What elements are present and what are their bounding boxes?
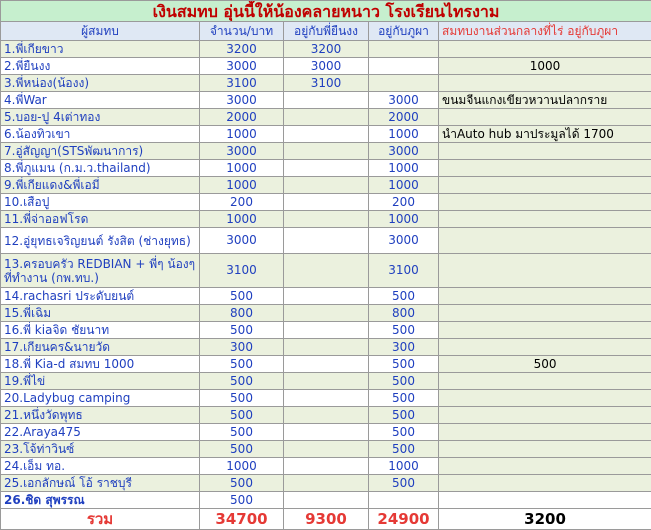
cell-amount[interactable]: 300: [200, 339, 284, 356]
cell-central[interactable]: [439, 160, 651, 177]
table-row: [1, 458, 651, 475]
table-row: [1, 211, 651, 228]
cell-with-nong[interactable]: [284, 305, 369, 322]
cell-amount[interactable]: 3100: [200, 75, 284, 92]
cell-with-nong[interactable]: [284, 126, 369, 143]
table-row: [1, 339, 651, 356]
table-row: [1, 143, 651, 160]
cell-amount[interactable]: 3100: [200, 254, 284, 288]
table-row: [1, 373, 651, 390]
cell-central[interactable]: [439, 254, 651, 288]
title-row: [1, 1, 651, 22]
cell-amount[interactable]: 3000: [200, 143, 284, 160]
table-row: [1, 109, 651, 126]
cell-with-phupha[interactable]: 2000: [369, 109, 439, 126]
table-row: [1, 475, 651, 492]
cell-name[interactable]: 22.Araya475: [1, 424, 200, 441]
table-row: [1, 441, 651, 458]
cell-central[interactable]: [439, 322, 651, 339]
cell-central[interactable]: [439, 390, 651, 407]
table-row: [1, 322, 651, 339]
cell-central[interactable]: [439, 339, 651, 356]
cell-with-phupha[interactable]: 500: [369, 424, 439, 441]
cell-central[interactable]: [439, 305, 651, 322]
sheet-title[interactable]: เงินสมทบ อุ่นนี้ให้น้องคลายหนาว โรงเรียนไทรงาม: [1, 1, 651, 22]
cell-amount[interactable]: 1000: [200, 458, 284, 475]
cell-with-nong[interactable]: [284, 339, 369, 356]
table-row: [1, 254, 651, 288]
header-with-nong[interactable]: อยู่กับพี่ยืนงง: [284, 22, 369, 41]
cell-with-nong[interactable]: [284, 228, 369, 254]
cell-name[interactable]: 3.พี่หน่อง(น้องง): [1, 75, 200, 92]
table-row: [1, 177, 651, 194]
cell-with-nong[interactable]: 3000: [284, 58, 369, 75]
cell-name[interactable]: 18.พี่ Kia-d สมทบ 1000: [1, 356, 200, 373]
cell-with-nong[interactable]: [284, 424, 369, 441]
total-with-phupha[interactable]: 24900: [369, 509, 439, 530]
header-row: [1, 22, 651, 41]
cell-name[interactable]: 10.เสือปู: [1, 194, 200, 211]
cell-amount[interactable]: 800: [200, 305, 284, 322]
cell-amount[interactable]: 3000: [200, 58, 284, 75]
cell-central[interactable]: [439, 288, 651, 305]
cell-central[interactable]: [439, 407, 651, 424]
cell-amount[interactable]: 3000: [200, 228, 284, 254]
cell-amount[interactable]: 500: [200, 288, 284, 305]
cell-name[interactable]: 1.พี่เกียขาว: [1, 41, 200, 58]
cell-with-phupha[interactable]: 3000: [369, 92, 439, 109]
cell-name[interactable]: 14.rachasri ประดับยนต์: [1, 288, 200, 305]
cell-with-phupha[interactable]: 3000: [369, 228, 439, 254]
cell-with-nong[interactable]: [284, 390, 369, 407]
cell-with-phupha[interactable]: 3000: [369, 143, 439, 160]
cell-with-phupha[interactable]: 1000: [369, 126, 439, 143]
cell-name[interactable]: 2.พี่ยืนงง: [1, 58, 200, 75]
cell-with-nong[interactable]: [284, 211, 369, 228]
cell-name[interactable]: 7.อู่สัญญา(STSพัฒนาการ): [1, 143, 200, 160]
cell-central[interactable]: [439, 75, 651, 92]
cell-with-phupha[interactable]: 500: [369, 407, 439, 424]
cell-name[interactable]: 9.พี่เกียแดง&พี่เอมี่: [1, 177, 200, 194]
cell-with-phupha[interactable]: 1000: [369, 160, 439, 177]
cell-with-phupha[interactable]: 500: [369, 322, 439, 339]
total-with-nong[interactable]: 9300: [284, 509, 369, 530]
table-row: [1, 75, 651, 92]
cell-with-phupha[interactable]: [369, 58, 439, 75]
total-row: [1, 509, 651, 530]
cell-central[interactable]: นำAuto hub มาประมูลได้ 1700: [439, 126, 651, 143]
cell-central[interactable]: [439, 475, 651, 492]
cell-name[interactable]: 25.เอกลักษณ์ โอ้ ราชบุรี: [1, 475, 200, 492]
cell-name[interactable]: 8.พี่ภูแมน (ก.ม.ว.thailand): [1, 160, 200, 177]
cell-name[interactable]: 15.พี่เฉิม: [1, 305, 200, 322]
cell-central[interactable]: ขนมจีนแกงเขียวหวานปลากราย: [439, 92, 651, 109]
cell-central[interactable]: [439, 41, 651, 58]
cell-name[interactable]: 24.เอ็ม ทอ.: [1, 458, 200, 475]
cell-amount[interactable]: 1000: [200, 160, 284, 177]
header-amount[interactable]: จำนวน/บาท: [200, 22, 284, 41]
cell-central[interactable]: [439, 194, 651, 211]
cell-amount[interactable]: 500: [200, 390, 284, 407]
cell-central[interactable]: [439, 143, 651, 160]
cell-with-nong[interactable]: [284, 160, 369, 177]
table-row: [1, 228, 651, 254]
cell-with-nong[interactable]: [284, 441, 369, 458]
cell-with-phupha[interactable]: [369, 75, 439, 92]
cell-with-nong[interactable]: [284, 109, 369, 126]
cell-with-nong[interactable]: [284, 288, 369, 305]
cell-central[interactable]: [439, 211, 651, 228]
cell-amount[interactable]: 500: [200, 322, 284, 339]
cell-with-phupha[interactable]: 500: [369, 475, 439, 492]
table-row: [1, 424, 651, 441]
cell-amount[interactable]: 2000: [200, 109, 284, 126]
cell-name[interactable]: 21.หนึ่งวัดพุทธ: [1, 407, 200, 424]
cell-with-phupha[interactable]: 800: [369, 305, 439, 322]
cell-name[interactable]: 20.Ladybug camping: [1, 390, 200, 407]
cell-central[interactable]: [439, 492, 651, 509]
cell-central[interactable]: [439, 109, 651, 126]
cell-central[interactable]: 500: [439, 356, 651, 373]
cell-with-nong[interactable]: [284, 143, 369, 160]
cell-with-phupha[interactable]: [369, 41, 439, 58]
cell-central[interactable]: 1000: [439, 58, 651, 75]
cell-central[interactable]: [439, 424, 651, 441]
cell-with-phupha[interactable]: 3100: [369, 254, 439, 288]
cell-name[interactable]: 26.ชิด สุพรรณ: [1, 492, 200, 509]
cell-name[interactable]: 16.พี่ kiaจิด ชัยนาท: [1, 322, 200, 339]
cell-with-phupha[interactable]: 500: [369, 356, 439, 373]
cell-amount[interactable]: 3200: [200, 41, 284, 58]
table-row: [1, 194, 651, 211]
cell-central[interactable]: [439, 458, 651, 475]
header-name[interactable]: ผู้สมทบ: [1, 22, 200, 41]
cell-with-phupha[interactable]: 500: [369, 288, 439, 305]
total-central[interactable]: 3200: [439, 509, 651, 530]
cell-central[interactable]: [439, 441, 651, 458]
total-amount[interactable]: 34700: [200, 509, 284, 530]
table-row: [1, 492, 651, 509]
cell-amount[interactable]: 500: [200, 492, 284, 509]
cell-with-nong[interactable]: [284, 177, 369, 194]
cell-with-nong[interactable]: [284, 407, 369, 424]
cell-name[interactable]: 5.บอย-ปู 4เต่าทอง: [1, 109, 200, 126]
header-with-phupha[interactable]: อยู่กับภูผา: [369, 22, 439, 41]
cell-name[interactable]: 17.เกียนคร&นายวัด: [1, 339, 200, 356]
table-row: [1, 288, 651, 305]
table-row: [1, 407, 651, 424]
table-row: [1, 92, 651, 109]
cell-with-phupha[interactable]: 300: [369, 339, 439, 356]
cell-amount[interactable]: 500: [200, 373, 284, 390]
cell-amount[interactable]: 500: [200, 407, 284, 424]
cell-amount[interactable]: 500: [200, 424, 284, 441]
cell-central[interactable]: [439, 177, 651, 194]
cell-with-nong[interactable]: [284, 322, 369, 339]
cell-name[interactable]: 19.พี่ไข่: [1, 373, 200, 390]
cell-name[interactable]: 6.น้องทิวเขา: [1, 126, 200, 143]
table-row: [1, 58, 651, 75]
cell-with-phupha[interactable]: 1000: [369, 458, 439, 475]
cell-amount[interactable]: 1000: [200, 126, 284, 143]
cell-with-nong[interactable]: [284, 194, 369, 211]
cell-with-nong[interactable]: [284, 254, 369, 288]
cell-with-nong[interactable]: [284, 356, 369, 373]
cell-with-phupha[interactable]: 500: [369, 441, 439, 458]
table-row: [1, 41, 651, 58]
cell-with-phupha[interactable]: 500: [369, 373, 439, 390]
cell-amount[interactable]: 1000: [200, 211, 284, 228]
cell-with-phupha[interactable]: 200: [369, 194, 439, 211]
cell-with-phupha[interactable]: 1000: [369, 211, 439, 228]
cell-with-nong[interactable]: [284, 92, 369, 109]
cell-amount[interactable]: 500: [200, 356, 284, 373]
cell-central[interactable]: [439, 373, 651, 390]
cell-amount[interactable]: 200: [200, 194, 284, 211]
cell-with-phupha[interactable]: 500: [369, 390, 439, 407]
table-row: [1, 160, 651, 177]
table-row: [1, 390, 651, 407]
table-row: [1, 356, 651, 373]
total-label[interactable]: รวม: [1, 509, 200, 530]
cell-with-nong[interactable]: [284, 492, 369, 509]
cell-amount[interactable]: 500: [200, 441, 284, 458]
cell-with-nong[interactable]: [284, 475, 369, 492]
cell-central[interactable]: [439, 228, 651, 254]
cell-name[interactable]: 13.ครอบครัว REDBIAN + พี่ๆ น้องๆ ที่ทำงาน (กพ.ทบ.): [1, 254, 200, 288]
cell-with-phupha[interactable]: [369, 492, 439, 509]
cell-name[interactable]: 4.พี่War: [1, 92, 200, 109]
cell-with-nong[interactable]: 3100: [284, 75, 369, 92]
cell-name[interactable]: 11.พี่จ่าออฟโรด: [1, 211, 200, 228]
header-central[interactable]: สมทบงานส่วนกลางที่ไร่ อยู่กับภูผา: [439, 22, 651, 41]
cell-with-nong[interactable]: [284, 373, 369, 390]
cell-with-nong[interactable]: 3200: [284, 41, 369, 58]
cell-name[interactable]: 23.โจ้ท่าวินซ์: [1, 441, 200, 458]
cell-with-nong[interactable]: [284, 458, 369, 475]
table-row: [1, 305, 651, 322]
table-row: [1, 126, 651, 143]
cell-amount[interactable]: 3000: [200, 92, 284, 109]
cell-amount[interactable]: 500: [200, 475, 284, 492]
cell-with-phupha[interactable]: 1000: [369, 177, 439, 194]
cell-name[interactable]: 12.อู่ยุทธเจริญยนต์ รังสิต (ช่างยุทธ): [1, 228, 200, 254]
cell-amount[interactable]: 1000: [200, 177, 284, 194]
